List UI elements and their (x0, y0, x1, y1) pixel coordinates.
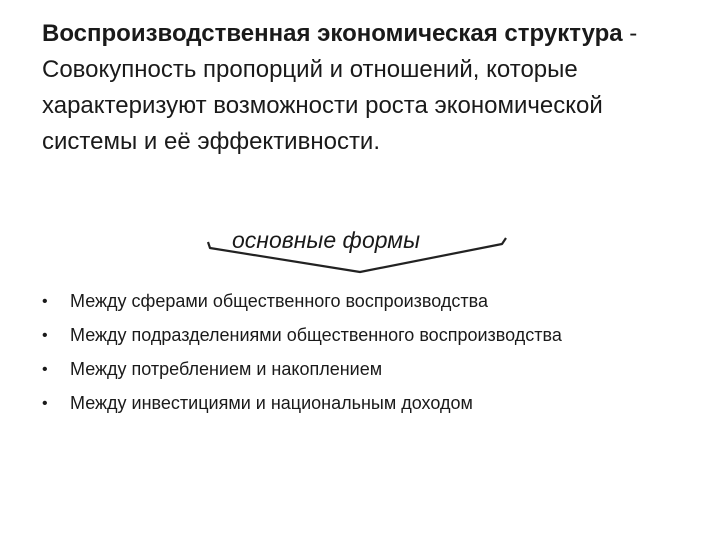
bullet-marker: • (42, 361, 48, 378)
bullet-marker: • (42, 327, 48, 344)
list-item (40, 289, 680, 314)
definition-term: Воспроизводственная экономическая структура (42, 20, 623, 47)
definition-text: Совокупность пропорций и отношений, которые характеризуют возможности роста экономической системы и её эффективности. (42, 56, 603, 155)
bullet-marker: • (42, 395, 48, 412)
list-item-text: Между потреблением и накоплением (70, 359, 383, 379)
definition-paragraph (42, 16, 692, 160)
list-item (40, 357, 680, 382)
brace-arrow-shape (200, 234, 520, 282)
list-item (40, 391, 680, 416)
forms-label: основные формы (232, 227, 420, 253)
list-item-text: Между инвестициями и национальным доходом (70, 393, 473, 413)
list-item-text: Между подразделениями общественного воспроизводства (70, 325, 562, 345)
forms-list (40, 289, 680, 425)
list-item (40, 323, 680, 348)
bullet-marker: • (42, 293, 48, 310)
definition-separator: - (622, 20, 638, 47)
list-item-text: Между сферами общественного воспроизводства (70, 291, 488, 311)
